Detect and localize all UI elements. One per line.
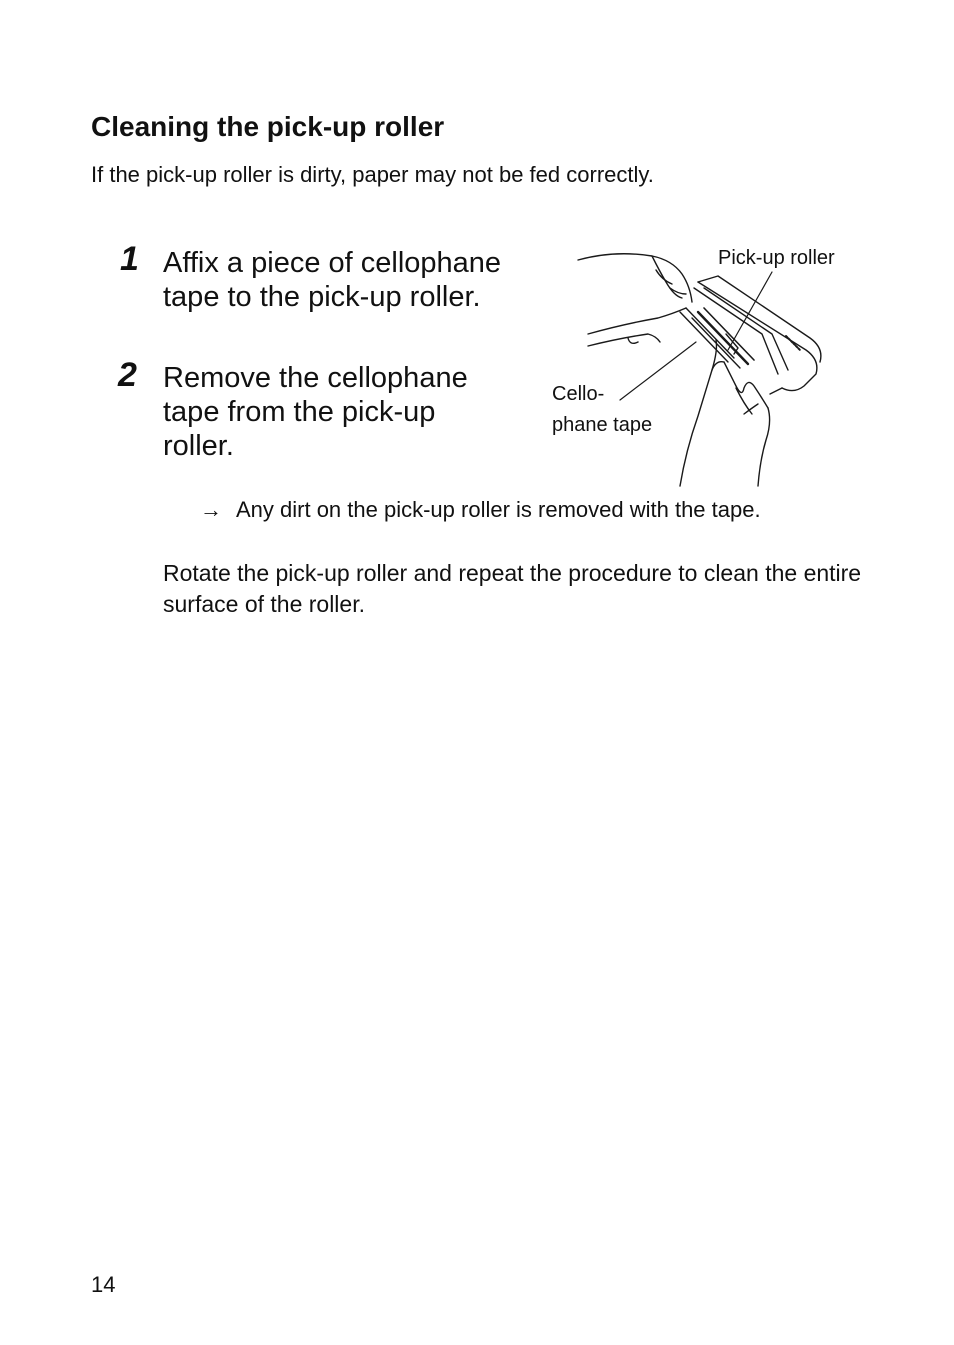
step-2-number: 2 <box>118 356 137 394</box>
step-2-text: Remove the cellophane tape from the pick-up roller. <box>163 362 468 462</box>
result-note <box>200 497 761 523</box>
step-1-number: 1 <box>120 240 139 278</box>
step-1-text: Affix a piece of cellophane tape to the pick-up roller. <box>163 247 502 313</box>
pickup-roller-illustration <box>548 238 868 490</box>
result-text: Any dirt on the pick-up roller is removed with the tape. <box>236 497 761 522</box>
section-title: Cleaning the pick-up roller <box>91 111 445 142</box>
page-number: 14 <box>91 1272 116 1297</box>
pickup-roller-label: Pick-up roller <box>718 247 835 269</box>
roller-leader-line <box>728 272 772 350</box>
brand-logo-mark <box>786 336 800 350</box>
right-arrow-icon: → <box>200 497 222 522</box>
tape-leader-line <box>620 342 696 400</box>
intro-text: If the pick-up roller is dirty, paper may not be fed correctly. <box>91 162 654 187</box>
instruction-paragraph: Rotate the pick-up roller and repeat the procedure to clean the entire surface of the roller. <box>163 560 862 617</box>
cellophane-tape-label-line1: Cello- <box>552 383 605 405</box>
right-hand-shape <box>680 362 724 486</box>
cellophane-tape-label-line2: phane tape <box>552 414 653 436</box>
hands-cleaning-roller-drawing <box>548 238 868 490</box>
